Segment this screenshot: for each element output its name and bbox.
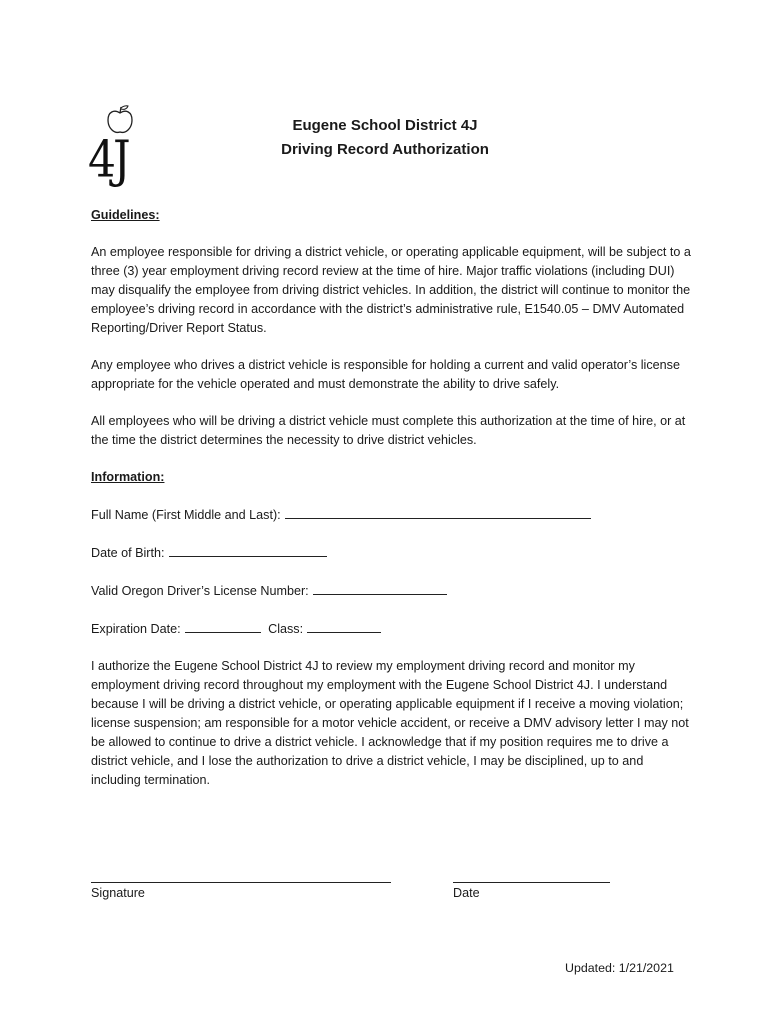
signature-line[interactable]	[91, 882, 391, 883]
date-label: Date	[453, 886, 480, 900]
dob-label: Date of Birth:	[91, 546, 165, 560]
class-field[interactable]	[307, 619, 381, 633]
class-label: Class:	[268, 622, 304, 636]
expiration-label: Expiration Date:	[91, 622, 181, 636]
guidelines-heading: Guidelines:	[91, 208, 160, 222]
logo-text: 4J	[88, 130, 128, 190]
form-title: Driving Record Authorization	[281, 141, 489, 158]
full-name-field[interactable]	[285, 505, 591, 519]
signature-area	[91, 882, 691, 922]
full-name-row	[91, 505, 691, 524]
document-body	[91, 206, 691, 808]
document-header	[0, 114, 770, 162]
signature-label: Signature	[91, 886, 145, 900]
guidelines-paragraph-2: Any employee who drives a district vehicle is responsible for holding a current and valid operator’s license appropriate for the vehicle operated and must demonstrate the ability to drive safely.	[91, 358, 680, 391]
information-heading: Information:	[91, 470, 165, 484]
guidelines-paragraph-1: An employee responsible for driving a district vehicle, or operating applicable equipment, will be subject to a three (3) year employment driving record review at the time of hire. Major traffic violations (including DUI) may disqualify the employee from driving district vehicles. In addition, the district will continue to monitor the employee’s driving record in accordance with the district’s administrative rule, E1540.05 – DMV Automated Reporting/Driver Report Status.	[91, 245, 691, 335]
dob-row	[91, 543, 691, 562]
license-number-field[interactable]	[313, 581, 447, 595]
authorization-paragraph: I authorize the Eugene School District 4J to review my employment driving record and monitor my employment driving record throughout my employment with the Eugene School District 4J. I understand because I will be driving a district vehicle, or operating applicable equipment if I receive a moving violation; license suspension; am responsible for a motor vehicle accident, or receive a DMV advisory letter I may not be allowed to continue to drive a district vehicle. I acknowledge that if my position requires me to drive a district vehicle, and I lose the authorization to drive a district vehicle, I may be disciplined, up to and including termination.	[91, 659, 689, 787]
guidelines-paragraph-3: All employees who will be driving a district vehicle must complete this authorization at the time of hire, or at the time the district determines the necessity to drive district vehicles.	[91, 414, 686, 447]
license-row	[91, 581, 691, 600]
expiration-date-field[interactable]	[185, 619, 261, 633]
updated-date: Updated: 1/21/2021	[565, 961, 674, 975]
date-line[interactable]	[453, 882, 610, 883]
expiration-class-row	[91, 619, 691, 638]
organization-name: Eugene School District 4J	[292, 117, 478, 134]
full-name-label: Full Name (First Middle and Last):	[91, 508, 281, 522]
dob-field[interactable]	[169, 543, 327, 557]
license-label: Valid Oregon Driver’s License Number:	[91, 584, 309, 598]
